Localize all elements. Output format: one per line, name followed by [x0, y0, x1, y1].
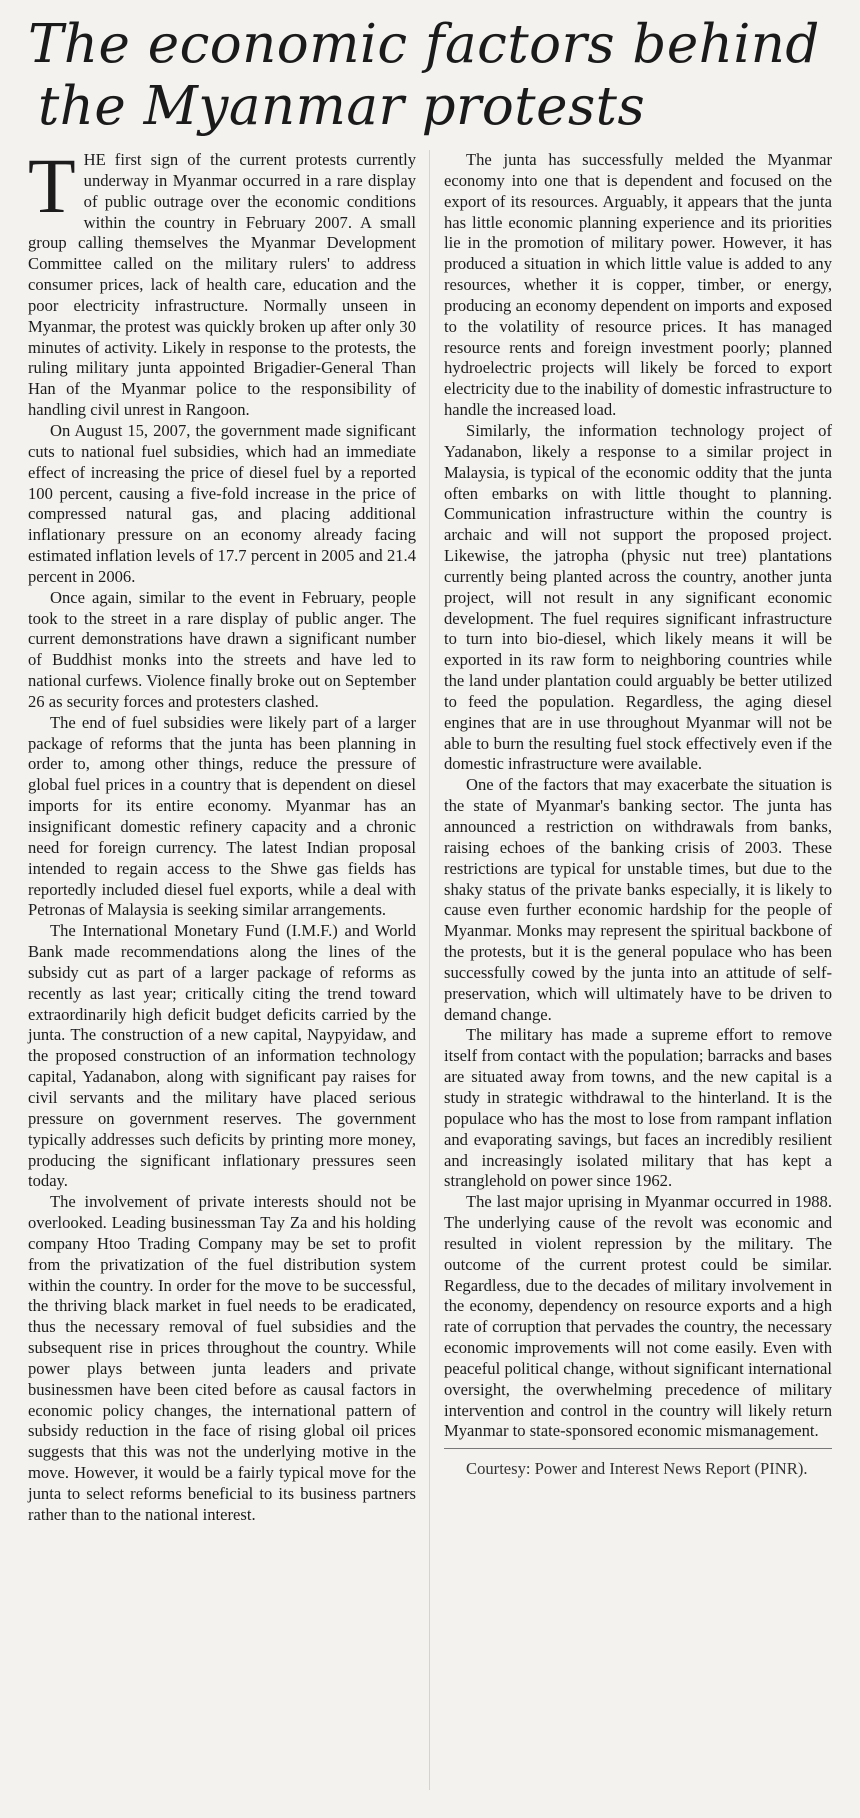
paragraph: The International Monetary Fund (I.M.F.) and World Bank made recommendations along the lines of the subsidy cut as part of a larger package of reforms as recently as last year; critically citing the trend toward extraordinarily high deficit budget deficits carried by the junta. The construction of a new capital, Naypyidaw, and the proposed construction of an information technology capital, Yadanabon, along with significant pay raises for civil servants and the military have placed serious pressure on government reserves. The government typically addresses such deficits by printing more money, producing the significant inflationary pressures seen today.	[28, 921, 416, 1191]
paragraph: One of the factors that may exacerbate the situation is the state of Myanmar's banking sector. The junta has announced a restriction on withdrawals from banks, raising echoes of the banking crisis of 2003. These restrictions are typical for unstable times, but due to the shaky status of the private banks especially, it is likely to cause even further economic hardship for the people of Myanmar. Monks may represent the spiritual backbone of the protests, but it is the general populace who has been successfully cowed by the junta into an attitude of self-preservation, which will ultimately have to be driven to demand change.	[444, 775, 832, 1024]
headline-line-2: the Myanmar protests	[38, 76, 646, 137]
paragraph: Once again, similar to the event in February, people took to the street in a rare display of public anger. The current demonstrations have drawn a significant number of Buddhist monks into the streets and have led to national curfews. Violence finally broke out on September 26 as security forces and protesters clashed.	[28, 587, 416, 711]
paragraph	[28, 142, 416, 421]
article-headline	[28, 14, 832, 138]
paragraph: The military has made a supreme effort to remove itself from contact with the population; barracks and bases are situated away from towns, and the new capital is a study in strategic withdrawal to the hinterland. It is the populace who has the most to lose from rampant inflation and evaporating savings, but faces an incredibly resilient and increasingly isolated military that has kept a stranglehold on power since 1962.	[444, 1025, 832, 1191]
paragraph: Similarly, the information technology project of Yadanabon, likely a response to a similar project in Malaysia, is typical of the economic oddity that the junta often embarks on with little thought to planning. Communication infrastructure within the country is archaic and will not support the proposed project. Likewise, the jatropha (physic nut tree) plantations currently being planted across the country, another junta project, will not result in any significant economic development. The fuel requires significant infrastructure to turn into bio-diesel, which likely means it will be exported in its raw form to neighboring countries while the land under plantation could arguably be better utilized to feed the population. Regardless, the aging diesel engines that are in use throughout Myanmar will not be able to burn the resulting fuel stock effectively even if the domestic infrastructure were available.	[444, 420, 832, 774]
credit-divider	[444, 1448, 832, 1449]
drop-cap: T	[28, 142, 76, 229]
paragraph: The junta has successfully melded the Myanmar economy into one that is dependent and focused on the export of its resources. Arguably, it appears that the junta has little economic planning experience and its priorities lie in the promotion of military power. However, it has produced a situation in which little value is added to any resources, whether it is copper, timber, or energy, producing an economy dependent on imports and exposed to the volatility of resource prices. It has managed resource rents and foreign investment poorly; planned hydroelectric projects will likely be forced to export electricity due to the inability of domestic infrastructure to handle the increased load.	[444, 150, 832, 420]
paragraph: On August 15, 2007, the government made significant cuts to national fuel subsidies, which had an immediate effect of increasing the price of diesel fuel by a reported 100 percent, causing a five-fold increase in the price of compressed natural gas, and placing additional inflationary pressure on an economy already facing estimated inflation levels of 17.7 percent in 2005 and 21.4 percent in 2006.	[28, 420, 416, 586]
left-column	[28, 142, 416, 1526]
article-body	[28, 142, 832, 1526]
paragraph: The last major uprising in Myanmar occurred in 1988. The underlying cause of the revolt was economic and resulted in violent repression by the military. The outcome of the current protest could be similar. Regardless, due to the decades of military involvement in the economy, dependency on resource exports and a high rate of corruption that pervades the country, the necessary economic improvements will not come easily. Even with peaceful political change, without significant international oversight, the overwhelming precedence of military intervention and control in the country will likely return Myanmar to state-sponsored economic mismanagement.	[444, 1192, 832, 1441]
paragraph: The end of fuel subsidies were likely part of a larger package of reforms that the junta has been planning in order to, among other things, reduce the pressure of global fuel prices in a country that is dependent on diesel imports for its entire economy. Myanmar has an insignificant domestic refinery capacity and a chronic need for foreign currency. The latest Indian proposal intended to regain access to the Shwe gas fields has reportedly included diesel fuel exports, while a deal with Petronas of Malaysia is seeking similar arrangements.	[28, 712, 416, 920]
source-credit: Courtesy: Power and Interest News Report (PINR).	[466, 1459, 808, 1479]
right-column	[444, 150, 832, 1526]
paragraph: The involvement of private interests should not be overlooked. Leading businessman Tay Za and his holding company Htoo Trading Company may be set to profit from the privatization of the fuel distribution system within the country. In order for the move to be successful, the thriving black market in fuel needs to be eradicated, thus the necessary removal of fuel subsidies and the subsequent rise in prices throughout the country. While power plays between junta leaders and private businessmen have been cited before as causal factors in economic policy changes, the international pattern of subsidy reduction in the face of rising global oil prices suggests that this was not the underlying motive in the move. However, it would be a fairly typical move for the junta to select reforms beneficial to its business partners rather than to the national interest.	[28, 1192, 416, 1524]
headline-line-1: The economic factors behind	[28, 14, 820, 75]
paragraph-text: HE first sign of the current protests currently underway in Myanmar occurred in a rare display of public outrage over the economic conditions within the country in February 2007. A small group calling themselves the Myanmar Development Committee called on the military rulers' to address consumer prices, lack of health care, education and the poor electricity infrastructure. Normally unseen in Myanmar, the protest was quickly broken up after only 30 minutes of activity. Likely in response to the protests, the ruling military junta appointed Brigadier-General Than Han of the Myanmar police to the responsibility of handling civil unrest in Rangoon.	[28, 150, 416, 420]
